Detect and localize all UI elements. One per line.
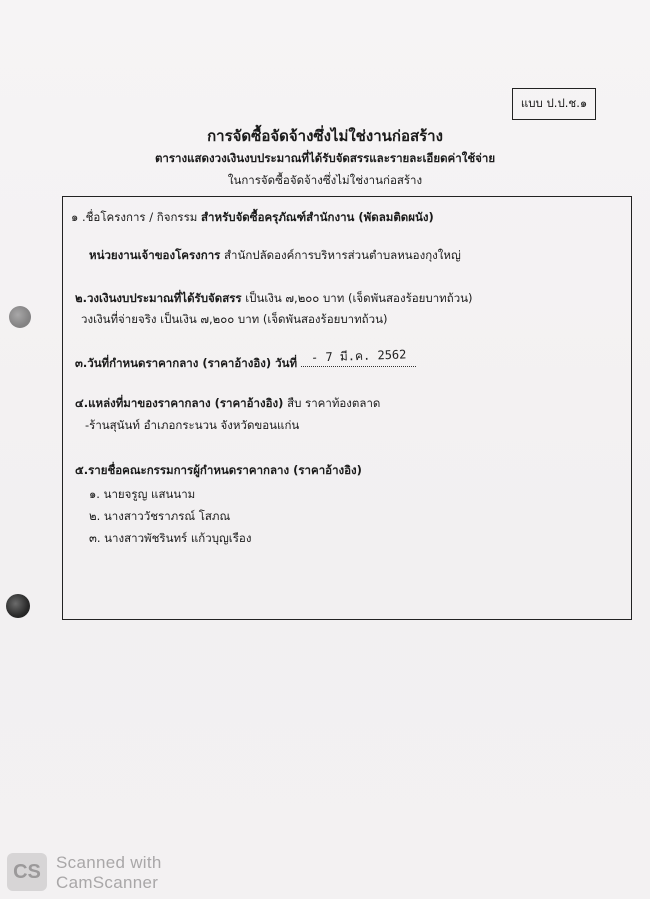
source-value: สืบ ราคาท้องตลาด	[287, 396, 381, 410]
budget-line: ๒.วงเงินงบประมาณที่ได้รับจัดสรร เป็นเงิน ๗,๒๐๐ บาท (เจ็ดพันสองร้อยบาทถ้วน)	[75, 291, 473, 305]
source-detail: -ร้านสุนันท์ อำเภอกระนวน จังหวัดขอนแก่น	[85, 418, 300, 432]
watermark-line-1: Scanned with	[56, 853, 162, 872]
watermark-line-2: CamScanner	[56, 873, 159, 892]
median-price-date-line: ๓.วันที่กำหนดราคากลาง (ราคาอ้างอิง) วันที่ - 7 มี.ค. 2562	[75, 353, 416, 373]
form-code-box	[512, 88, 596, 120]
project-name: สำหรับจัดซื้อครุภัณฑ์สำนักงาน (พัดลมติดผนัง)	[201, 210, 434, 224]
camscanner-logo: CS	[7, 853, 47, 891]
document-title: การจัดซื้อจัดจ้างซึ่งไม่ใช่งานก่อสร้าง	[207, 127, 443, 145]
owner-unit-line: หน่วยงานเจ้าของโครงการ สำนักปลัดองค์การบริหารส่วนตำบลหนองกุงใหญ่	[89, 248, 461, 262]
source-detail-line	[85, 417, 299, 435]
punch-hole	[9, 306, 31, 328]
actual-budget: วงเงินที่จ่ายจริง เป็นเงิน ๗,๒๐๐ บาท (เจ็ดพันสองร้อยบาทถ้วน)	[81, 312, 388, 326]
document-subtitle-2: ในการจัดซื้อจัดจ้างซึ่งไม่ใช่งานก่อสร้าง	[227, 173, 423, 187]
committee-member: ๓. นางสาวพัชรินทร์ แก้วบุญเรือง	[89, 531, 252, 545]
details-box	[62, 196, 632, 620]
committee-member: ๒. นางสาววัชราภรณ์ โสภณ	[89, 509, 231, 523]
project-name-line: ๑ .ชื่อโครงการ / กิจกรรม สำหรับจัดซื้อครุภัณฑ์สำนักงาน (พัดลมติดผนัง)	[71, 210, 434, 224]
committee-member: ๑. นายจรูญ แสนนาม	[89, 487, 196, 501]
source-line: ๔.แหล่งที่มาของราคากลาง (ราคาอ้างอิง) สืบ ราคาท้องตลาด	[75, 396, 381, 410]
budget-amount: เป็นเงิน ๗,๒๐๐ บาท (เจ็ดพันสองร้อยบาทถ้วน)	[245, 291, 473, 305]
form-code: แบบ ป.ป.ช.๑	[520, 96, 588, 110]
document-subtitle: ตารางแสดงวงเงินงบประมาณที่ได้รับจัดสรรและรายละเอียดค่าใช้จ่าย	[154, 151, 496, 165]
punch-hole	[6, 594, 30, 618]
date-field	[301, 347, 416, 367]
actual-budget-line	[81, 311, 387, 329]
owner-unit: สำนักปลัดองค์การบริหารส่วนตำบลหนองกุงใหญ่	[224, 248, 461, 262]
committee-heading: ๕.รายชื่อคณะกรรมการผู้กำหนดราคากลาง (ราคาอ้างอิง)	[75, 463, 362, 477]
handwritten-date: - 7 มี.ค. 2562	[310, 347, 407, 365]
